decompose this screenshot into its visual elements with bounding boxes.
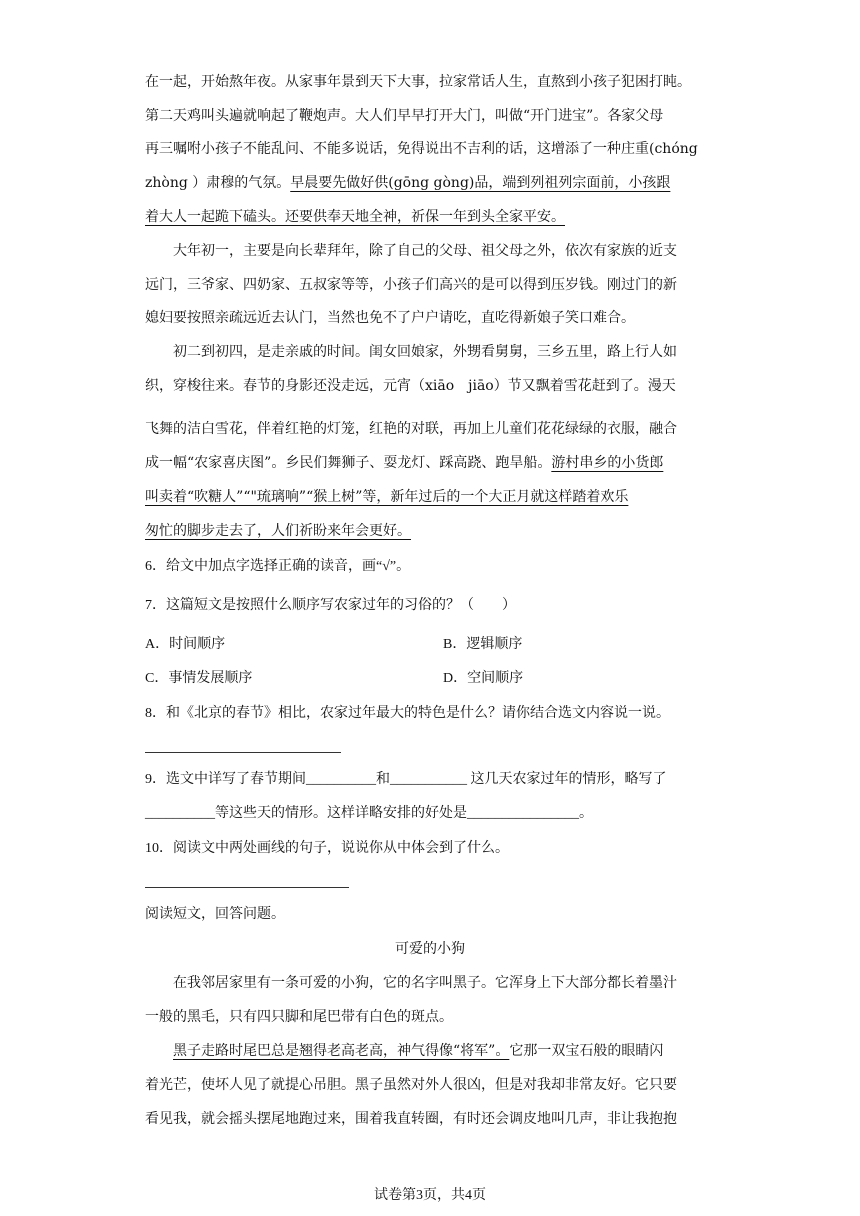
underlined-sentence-1b: 着大人一起跪下磕头。还要供奉天地全神，祈保一年到头全家平安。 [145, 209, 565, 225]
underlined-sentence-2a: 游村串乡的小货郎 [551, 455, 664, 471]
question-7: 7．这篇短文是按照什么顺序写农家过年的习俗的？（ ） [145, 598, 516, 613]
passage2-line-2: 一般的黑毛，只有四只脚和尾巴带有白色的斑点。 [145, 1009, 453, 1025]
passage2-line-3 [173, 1041, 743, 1061]
passage2-intro: 阅读短文，回答问题。 [145, 907, 285, 922]
question-9-line-1: 9．选文中详写了春节期间__________和___________ 这几天农家过年的情形，略写了 [145, 772, 667, 787]
passage2-line-1: 在我邻居家里有一条可爱的小狗，它的名字叫黑子。它浑身上下大部分都长着墨汁 [173, 975, 677, 991]
passage1-para3-line-4-text: 成一幅“农家喜庆图”。乡民们舞狮子、耍龙灯、踩高跷、跑旱船。 [145, 455, 552, 471]
passage2-title: 可爱的小狗 [395, 941, 465, 957]
passage2-line-5: 看见我，就会摇头摆尾地跑过来，围着我直转圈，有时还会调皮地叫几声，非让我抱抱 [145, 1111, 677, 1127]
passage1-para2-line-2: 远门，三爷家、四奶家、五叔家等等，小孩子们高兴的是可以得到压岁钱。刚过门的新 [145, 277, 677, 293]
passage1-para3-line-1: 初二到初四，是走亲戚的时间。闺女回娘家，外甥看舅舅，三乡五里，路上行人如 [173, 344, 677, 360]
passage2-line-3-rest: 它那一双宝石般的眼睛闪 [509, 1043, 664, 1059]
underlined-sentence-3: 黑子走路时尾巴总是翘得老高老高，神气得像“将军”。 [173, 1043, 510, 1059]
passage1-para3-line-4 [145, 453, 715, 473]
question-10: 10．阅读文中两处画线的句子，说说你从中体会到了什么。 [145, 841, 509, 856]
page-footer: 试卷第3页，共4页 [374, 1188, 486, 1203]
passage1-line-3: 再三嘱咐小孩子不能乱问、不能多说话，免得说出不吉利的话，这增添了一种庄重(chóng [145, 141, 698, 157]
question-6: 6．给文中加点字选择正确的读音，画“√”。 [145, 559, 411, 574]
passage1-para2-line-3: 媳妇要按照亲疏远近去认门，当然也免不了户户请吃，直吃得新娘子笑口难合。 [145, 310, 635, 326]
question-9-line-2: __________等这些天的情形。这样详略安排的好处是________________。 [145, 806, 593, 821]
passage1-line-4 [145, 173, 715, 193]
q8-answer-line[interactable] [145, 752, 341, 753]
passage1-para3-line-2: 织，穿梭往来。春节的身影还没走远，元宵（xiāo jiāo）节又飘着雪花赶到了。漫天 [145, 378, 676, 394]
underlined-sentence-2b: 叫卖着“吹糖人”“"琉璃响”“猴上树”等，新年过后的一个大正月就这样踏着欢乐 [145, 489, 629, 505]
passage1-line-2: 第二天鸡叫头遍就响起了鞭炮声。大人们早早打开大门，叫做“开门进宝”。各家父母 [145, 108, 664, 124]
q7-option-d[interactable]: D．空间顺序 [443, 671, 524, 686]
q10-answer-line[interactable] [145, 887, 349, 888]
passage1-line-4-text: zhòng ）肃穆的气氛。 [145, 175, 291, 191]
q7-option-a[interactable]: A．时间顺序 [145, 637, 226, 652]
q7-option-c[interactable]: C．事情发展顺序 [145, 671, 253, 686]
passage1-para2-line-1: 大年初一，主要是向长辈拜年，除了自己的父母、祖父母之外，依次有家族的近支 [173, 243, 677, 259]
q7-option-b[interactable]: B．逻辑顺序 [443, 637, 523, 652]
underlined-sentence-2c: 匆忙的脚步走去了，人们祈盼来年会更好。 [145, 523, 411, 539]
passage1-line-1: 在一起，开始熬年夜。从家事年景到天下大事，拉家常话人生，直熬到小孩子犯困打盹。 [145, 74, 691, 90]
passage1-para3-line-3: 飞舞的洁白雪花，伴着红艳的灯笼，红艳的对联，再加上儿童们花花绿绿的衣服，融合 [145, 421, 677, 437]
passage2-line-4: 着光芒，使坏人见了就提心吊胆。黑子虽然对外人很凶，但是对我却非常友好。它只要 [145, 1077, 677, 1093]
underlined-sentence-1a: 早晨要先做好供(gōng gòng)品，端到列祖列宗面前，小孩跟 [290, 175, 671, 191]
question-8: 8．和《北京的春节》相比，农家过年最大的特色是什么？请你结合选文内容说一说。 [145, 706, 670, 721]
